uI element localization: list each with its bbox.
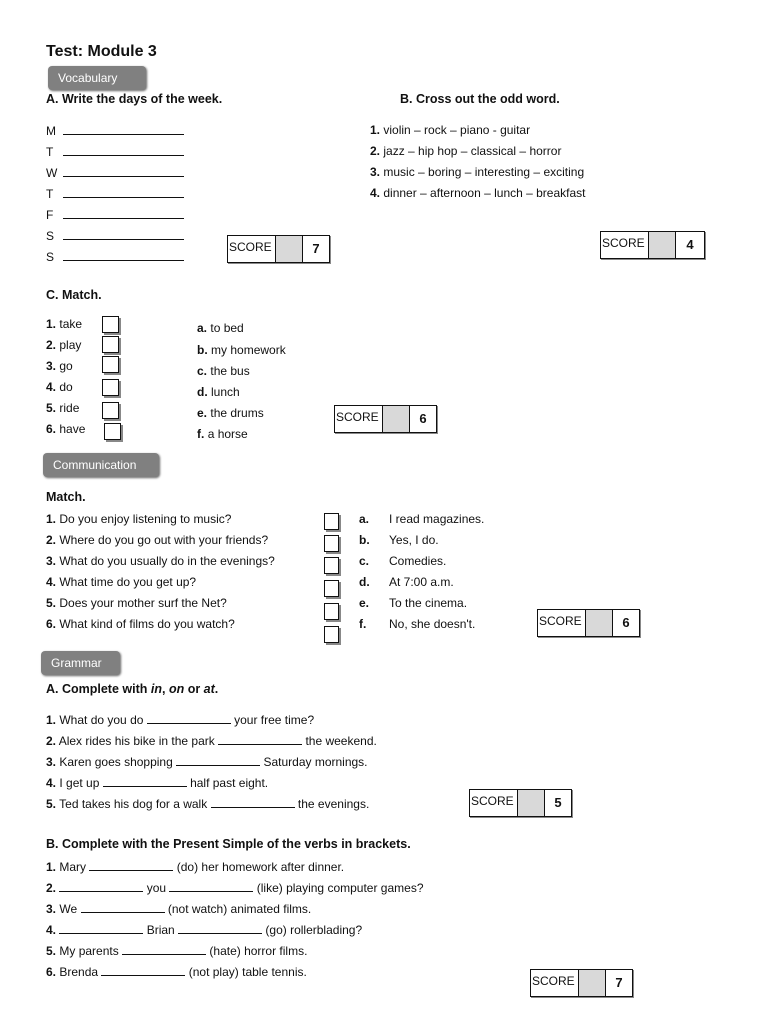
answer-checkbox[interactable] bbox=[102, 356, 119, 373]
answer-blank[interactable] bbox=[103, 775, 187, 787]
sentence-item: 2. Alex rides his bike in the park the weekend. bbox=[46, 734, 377, 748]
communication-heading: Match. bbox=[46, 490, 86, 504]
day-letter: M bbox=[46, 124, 56, 138]
score-box bbox=[227, 235, 330, 263]
answer-blank[interactable] bbox=[59, 880, 143, 892]
answer-blank[interactable] bbox=[81, 901, 165, 913]
day-row bbox=[46, 123, 184, 138]
score-label: SCORE bbox=[538, 610, 586, 636]
score-input[interactable] bbox=[649, 232, 676, 258]
sentence-item: 1. Mary (do) her homework after dinner. bbox=[46, 860, 345, 874]
score-box bbox=[600, 231, 705, 259]
answer-blank[interactable] bbox=[89, 859, 173, 871]
sentence-item: 1. What do you do your free time? bbox=[46, 713, 315, 727]
answer-checkbox[interactable] bbox=[324, 557, 339, 574]
match-right-item: f. a horse bbox=[197, 427, 248, 441]
match-left-item: 2. play bbox=[46, 338, 82, 352]
score-value: 6 bbox=[419, 411, 427, 426]
question-item: 2. Where do you go out with your friends? bbox=[46, 533, 269, 547]
answer-blank[interactable] bbox=[122, 943, 206, 955]
answer-blank[interactable] bbox=[63, 249, 184, 261]
answer-checkbox[interactable] bbox=[324, 535, 339, 552]
score-label: SCORE bbox=[335, 406, 383, 432]
answer-blank[interactable] bbox=[101, 964, 185, 976]
answer-item: c. Comedies. bbox=[359, 554, 447, 568]
answer-item: e. To the cinema. bbox=[359, 596, 468, 610]
day-letter: T bbox=[46, 187, 54, 201]
sentence-item: 3. We (not watch) animated films. bbox=[46, 902, 312, 916]
score-input[interactable] bbox=[518, 790, 545, 816]
list-item: 1. violin – rock – piano - guitar bbox=[370, 123, 531, 137]
day-row bbox=[46, 207, 184, 222]
score-label: SCORE bbox=[228, 236, 276, 262]
match-right-item: b. my homework bbox=[197, 343, 286, 357]
score-input[interactable] bbox=[276, 236, 303, 262]
grammar-a-heading: A. Complete with in, on or at. bbox=[46, 682, 219, 696]
question-item: 5. Does your mother surf the Net? bbox=[46, 596, 227, 610]
day-row bbox=[46, 165, 184, 180]
sentence-item: 5. Ted takes his dog for a walk the evenings. bbox=[46, 797, 370, 811]
answer-blank[interactable] bbox=[218, 733, 302, 745]
score-label: SCORE bbox=[531, 970, 579, 996]
score-box bbox=[530, 969, 633, 997]
match-right-item: e. the drums bbox=[197, 406, 264, 420]
answer-blank[interactable] bbox=[63, 165, 184, 177]
answer-blank[interactable] bbox=[63, 186, 184, 198]
answer-checkbox[interactable] bbox=[102, 402, 119, 419]
section-label-communication: Communication bbox=[43, 453, 159, 477]
sentence-item: 5. My parents (hate) horror films. bbox=[46, 944, 308, 958]
sentence-item: 2. you (like) playing computer games? bbox=[46, 881, 424, 895]
sentence-item: 4. I get up half past eight. bbox=[46, 776, 269, 790]
answer-blank[interactable] bbox=[169, 880, 253, 892]
sentence-item: 6. Brenda (not play) table tennis. bbox=[46, 965, 307, 979]
answer-checkbox[interactable] bbox=[324, 580, 339, 597]
answer-blank[interactable] bbox=[176, 754, 260, 766]
match-left-item: 1. take bbox=[46, 317, 83, 331]
score-value: 7 bbox=[615, 975, 623, 990]
day-letter: T bbox=[46, 145, 54, 159]
answer-blank[interactable] bbox=[63, 123, 184, 135]
question-item: 6. What kind of films do you watch? bbox=[46, 617, 235, 631]
match-right-item: a. to bed bbox=[197, 321, 244, 335]
day-letter: W bbox=[46, 166, 58, 180]
answer-checkbox[interactable] bbox=[324, 603, 339, 620]
vocab-b-heading: B. Cross out the odd word. bbox=[400, 92, 560, 106]
answer-blank[interactable] bbox=[63, 228, 184, 240]
answer-item: d. At 7:00 a.m. bbox=[359, 575, 454, 589]
match-right-item: d. lunch bbox=[197, 385, 240, 399]
list-item: 4. dinner – afternoon – lunch – breakfast bbox=[370, 186, 586, 200]
score-value: 7 bbox=[312, 241, 320, 256]
match-right-item: c. the bus bbox=[197, 364, 250, 378]
day-row bbox=[46, 228, 184, 243]
answer-item: f. No, she doesn't. bbox=[359, 617, 476, 631]
answer-blank[interactable] bbox=[178, 922, 262, 934]
match-left-item: 4. do bbox=[46, 380, 73, 394]
score-value: 4 bbox=[686, 237, 694, 252]
answer-checkbox[interactable] bbox=[102, 379, 119, 396]
match-left-item: 6. have bbox=[46, 422, 86, 436]
match-left-item: 3. go bbox=[46, 359, 73, 373]
question-item: 3. What do you usually do in the evenings? bbox=[46, 554, 275, 568]
answer-blank[interactable] bbox=[63, 144, 184, 156]
answer-blank[interactable] bbox=[63, 207, 184, 219]
score-box bbox=[469, 789, 572, 817]
answer-checkbox[interactable] bbox=[324, 513, 339, 530]
score-input[interactable] bbox=[579, 970, 606, 996]
vocab-c-heading: C. Match. bbox=[46, 288, 102, 302]
vocab-a-heading: A. Write the days of the week. bbox=[46, 92, 223, 106]
answer-checkbox[interactable] bbox=[102, 316, 119, 333]
score-label: SCORE bbox=[601, 232, 649, 258]
question-item: 4. What time do you get up? bbox=[46, 575, 197, 589]
answer-checkbox[interactable] bbox=[104, 423, 121, 440]
answer-item: a. I read magazines. bbox=[359, 512, 485, 526]
answer-checkbox[interactable] bbox=[324, 626, 339, 643]
score-box bbox=[537, 609, 640, 637]
list-item: 2. jazz – hip hop – classical – horror bbox=[370, 144, 562, 158]
score-label: SCORE bbox=[470, 790, 518, 816]
section-label-grammar: Grammar bbox=[41, 651, 120, 675]
answer-blank[interactable] bbox=[147, 712, 231, 724]
answer-item: b. Yes, I do. bbox=[359, 533, 439, 547]
sentence-item: 3. Karen goes shopping Saturday mornings. bbox=[46, 755, 368, 769]
score-box bbox=[334, 405, 437, 433]
day-letter: F bbox=[46, 208, 54, 222]
answer-checkbox[interactable] bbox=[102, 336, 119, 353]
section-label-vocabulary: Vocabulary bbox=[48, 66, 146, 90]
day-letter: S bbox=[46, 229, 55, 243]
list-item: 3. music – boring – interesting – exciting bbox=[370, 165, 585, 179]
match-left-item: 5. ride bbox=[46, 401, 80, 415]
score-value: 6 bbox=[622, 615, 630, 630]
day-row bbox=[46, 186, 184, 201]
day-letter: S bbox=[46, 250, 55, 264]
score-input[interactable] bbox=[586, 610, 613, 636]
day-row bbox=[46, 249, 184, 264]
sentence-item: 4. Brian (go) rollerblading? bbox=[46, 923, 363, 937]
day-row bbox=[46, 144, 184, 159]
grammar-b-heading: B. Complete with the Present Simple of the verbs in brackets. bbox=[46, 837, 411, 851]
score-value: 5 bbox=[554, 795, 562, 810]
question-item: 1. Do you enjoy listening to music? bbox=[46, 512, 232, 526]
answer-blank[interactable] bbox=[59, 922, 143, 934]
score-input[interactable] bbox=[383, 406, 410, 432]
answer-blank[interactable] bbox=[211, 796, 295, 808]
page-title: Test: Module 3 bbox=[46, 43, 157, 60]
